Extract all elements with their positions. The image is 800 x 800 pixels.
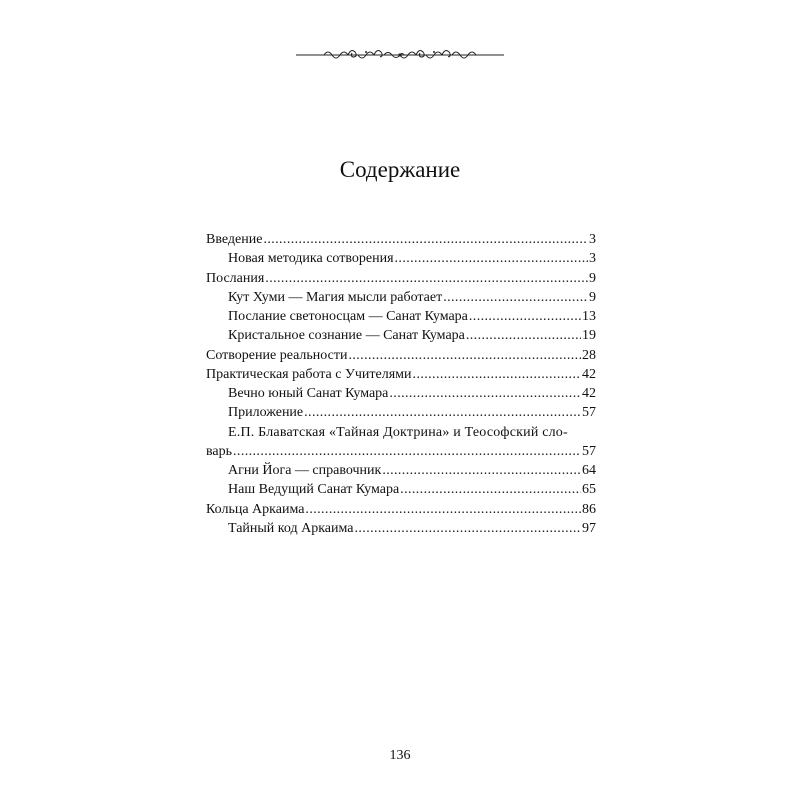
toc-dot-leader [469,307,581,326]
toc-entry-label: Новая методика сотворения [228,251,394,267]
toc-dot-leader [395,249,588,268]
toc-entry[interactable] [206,480,596,499]
toc-entry-label: Кристальное сознание — Санат Кумара [228,328,465,344]
toc-dot-leader [443,288,588,307]
page-number: 136 [389,748,411,763]
toc-entry-page: 3 [589,232,596,247]
toc-entry-line2 [206,442,596,461]
toc-entry[interactable] [206,249,596,268]
toc-entry-page: 65 [582,482,596,498]
toc-entry-page: 9 [589,289,596,305]
toc-entry[interactable] [206,230,596,249]
toc-entry-page: 57 [582,405,596,421]
page-title: Содержание [339,157,461,182]
toc-entry-page: 97 [582,520,596,536]
toc-entry-page: 9 [589,270,596,286]
toc-entry-page: 64 [582,463,596,478]
toc-entry[interactable] [206,500,596,519]
toc-entry-label: Сотворение реальности [206,347,348,363]
toc-dot-leader [233,442,581,461]
toc-entry[interactable] [206,461,596,480]
toc-entry-label: Послание светоносцам — Санат Кумара [228,309,468,324]
toc-dot-leader [400,480,581,499]
toc-entry[interactable] [206,346,596,365]
toc-entry[interactable] [206,288,596,307]
toc-dot-leader [265,269,588,288]
toc-entry-page: 42 [582,386,596,401]
toc-dot-leader [348,346,581,365]
toc-entry[interactable] [206,269,596,288]
toc-entry-page: 57 [582,443,596,459]
toc-entry-label-line1: Е.П. Блаватская «Тайная Доктрина» и Теософский сло- [228,424,568,440]
toc-dot-leader [466,326,581,345]
toc-entry-label: Послания [206,270,265,286]
toc-entry-label: Практическая работа с Учителями [206,366,412,382]
toc-entry[interactable] [206,519,596,538]
toc-dot-leader [413,365,581,384]
toc-entry[interactable] [206,384,596,403]
toc-entry-page: 13 [582,309,596,324]
toc-dot-leader [355,519,582,538]
toc-entry-label: Вечно юный Санат Кумара [228,386,389,401]
decorative-ornament [296,44,504,66]
toc-entry-page: 86 [582,501,596,517]
toc-entry-label: Тайный код Аркаима [228,520,354,536]
toc-entry-label: Кольца Аркаима [206,501,305,517]
toc-dot-leader [382,461,581,480]
toc-entry[interactable] [206,365,596,384]
toc-entry-page: 42 [582,366,596,382]
toc-entry-label: Наш Ведущий Санат Кумара [228,482,400,498]
toc-entry[interactable] [206,307,596,326]
toc-entry-page: 28 [582,347,596,363]
toc-entry-label: Введение [206,232,263,247]
toc-dot-leader [263,230,588,249]
toc-entry-page: 3 [589,251,596,267]
toc-entry-page: 19 [582,328,596,344]
toc-entry-wrapped[interactable] [206,423,596,462]
toc-dot-leader [305,500,581,519]
toc-entry-label: Кут Хуми — Магия мысли работает [228,289,443,305]
toc-entry-label: Приложение [228,405,304,421]
table-of-contents [206,230,596,538]
toc-entry-label: Агни Йога — справочник [228,463,382,478]
toc-entry-label-line2: варь [206,443,233,459]
toc-dot-leader [389,384,581,403]
toc-dot-leader [304,403,581,422]
toc-entry[interactable] [206,326,596,345]
toc-entry[interactable] [206,403,596,422]
